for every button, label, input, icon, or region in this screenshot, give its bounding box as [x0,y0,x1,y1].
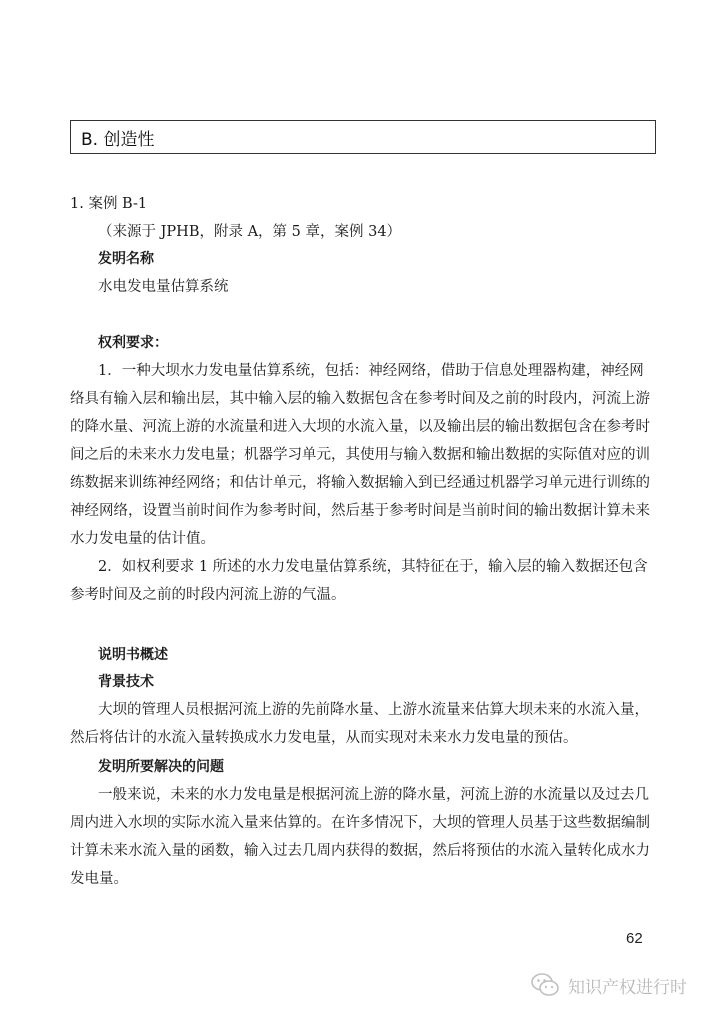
section-title-box [70,120,656,154]
problem-line: 计算未来水流入量的函数，输入过去几周内获得的数据，然后将预估的水流入量转化成水力 [70,843,650,859]
claims-label: 权利要求： [98,335,168,351]
claim1-line: 间之后的未来水力发电量；机器学习单元，其使用与输入数据和输出数据的实际值对应的训 [70,447,650,463]
description-label: 说明书概述 [98,647,168,663]
case-source: （来源于 JPHB，附录 A，第 5 章，案例 34） [98,224,402,240]
claim2-line: 2．如权利要求 1 所述的水力发电量估算系统，其特征在于，输入层的输入数据还包含 [98,559,648,575]
claim1-line: 神经网络，设置当前时间作为参考时间，然后基于参考时间是当前时间的输出数据计算未来 [70,503,650,519]
section-title: B. 创造性 [81,129,155,150]
invention-name-label: 发明名称 [98,251,154,267]
claim1-line: 练数据来训练神经网络；和估计单元，将输入数据输入到已经通过机器学习单元进行训练的 [70,475,650,491]
claim1-line: 络具有输入层和输出层，其中输入层的输入数据包含在参考时间及之前的时段内，河流上游 [70,391,650,407]
page-number: 62 [626,930,643,947]
problem-line: 一般来说，未来的水力发电量是根据河流上游的降水量，河流上游的水流量以及过去几 [98,787,649,803]
problem-line: 周内进入水坝的实际水流入量来估算的。在许多情况下，大坝的管理人员基于这些数据编制 [70,815,650,831]
background-line: 大坝的管理人员根据河流上游的先前降水量、上游水流量来估算大坝未来的水流入量， [98,702,649,718]
watermark [530,970,687,1000]
claim1-line: 1．一种大坝水力发电量估算系统，包括：神经网络，借助于信息处理器构建，神经网 [98,363,644,379]
wechat-icon [530,972,560,998]
problem-line: 发电量。 [70,871,128,887]
claim1-line: 的降水量、河流上游的水流量和进入大坝的水流入量，以及输出层的输出数据包含在参考时 [70,419,650,435]
background-line: 然后将估计的水流入量转换成水力发电量，从而实现对未来水力发电量的预估。 [70,730,578,746]
claim1-line: 水力发电量的估计值。 [70,531,215,547]
problem-label: 发明所要解决的问题 [98,759,224,775]
case-heading: 1. 案例 B-1 [70,196,148,212]
claim2-line: 参考时间及之前的时段内河流上游的气温。 [70,587,346,603]
invention-name: 水电发电量估算系统 [98,279,229,295]
background-label: 背景技术 [98,674,154,690]
watermark-text: 知识产权进行时 [568,977,687,998]
